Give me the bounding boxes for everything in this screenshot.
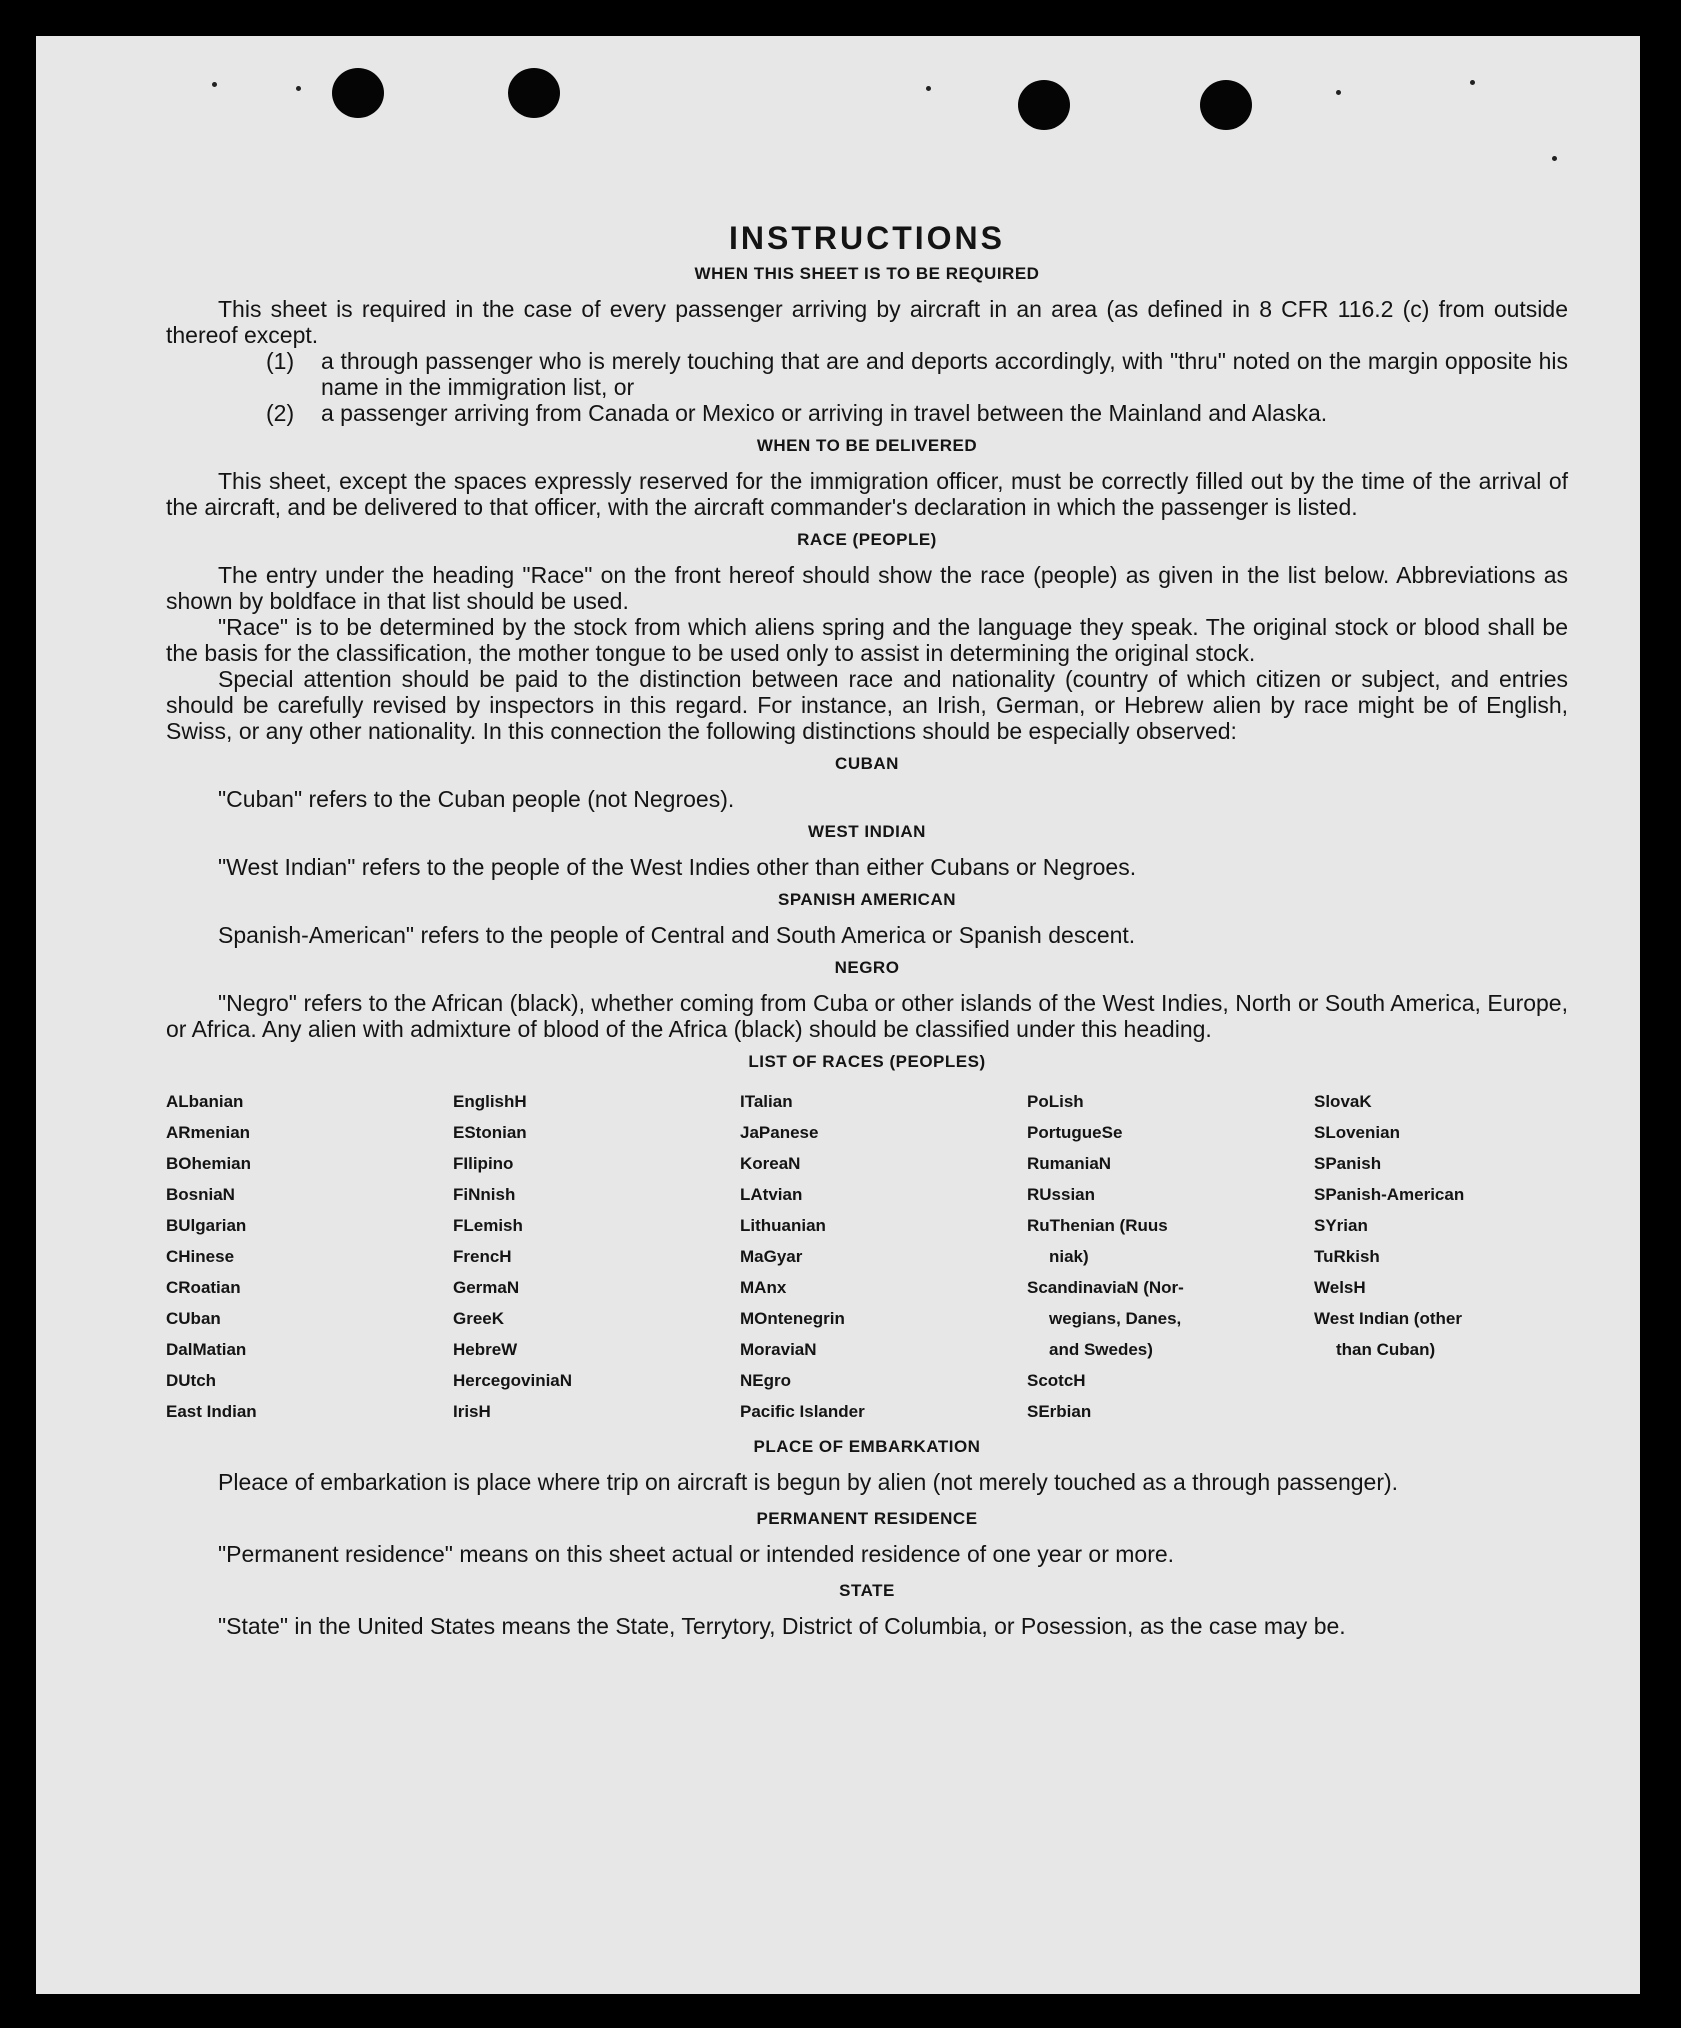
race-entry: RuThenian (Ruus [1027,1216,1168,1235]
race-entry: BOhemian [166,1154,252,1173]
item-number: (1) [266,348,295,374]
race-entry: MOntenegrin [740,1309,845,1328]
heading-west-indian: WEST INDIAN [808,822,926,841]
race-entry: DUtch [166,1371,217,1390]
race-entry: CHinese [166,1247,235,1266]
race-entry: SErbian [1027,1402,1092,1421]
list-item [166,400,1568,426]
para-spanish-american: Spanish-American" refers to the people of Central and South America or Spanish descent. [218,922,1136,948]
heading-race: RACE (PEOPLE) [797,530,937,549]
punch-hole [1200,80,1252,130]
heading-embarkation: PLACE OF EMBARKATION [753,1437,981,1456]
heading-negro: NEGRO [834,958,900,977]
race-entry: LAtvian [740,1185,803,1204]
race-entry: SYrian [1314,1216,1368,1235]
heading-spanish-american: SPANISH AMERICAN [777,890,956,909]
race-entry: ARmenian [166,1123,251,1142]
speck [1336,90,1341,95]
race-entry-continued: niak) [1049,1247,1089,1266]
race-entry: IrisH [453,1402,491,1421]
heading-state: STATE [839,1581,895,1600]
item-text: a through passenger who is merely touching that are and deports accordingly, with "thru" noted on the margin opposite his name in the immigration list, or [321,348,1568,400]
para-delivered: This sheet, except the spaces expressly reserved for the immigration officer, must be correctly filled out by the time of the arrival of the aircraft, and be delivered to that officer, with the aircraft commander's declaration in which the passenger is listed. [166,468,1568,520]
race-entry: NEgro [740,1371,791,1390]
race-entry: HebreW [453,1340,518,1359]
item-text: a passenger arriving from Canada or Mexico or arriving in travel between the Mainland and Alaska. [321,400,1328,426]
race-entry: RUssian [1027,1185,1096,1204]
para-west-indian: "West Indian" refers to the people of the West Indies other than either Cubans or Negroes. [218,854,1137,880]
punch-hole [332,68,384,118]
heading-delivered: WHEN TO BE DELIVERED [756,436,978,455]
para-required: This sheet is required in the case of every passenger arriving by aircraft in an area (as defined in 8 CFR 116.2 (c) from outside thereof except. [166,296,1568,348]
race-entry: GreeK [453,1309,505,1328]
race-entry-continued: than Cuban) [1336,1340,1436,1359]
race-entry: Pacific Islander [740,1402,865,1421]
document-page [36,36,1640,1994]
race-entry: FLemish [453,1216,523,1235]
race-entry: FrencH [453,1247,512,1266]
race-entry-continued: wegians, Danes, [1049,1309,1182,1328]
speck [296,86,301,91]
para-negro: "Negro" refers to the African (black), whether coming from Cuba or other islands of the West Indies, North or South America, Europe, or Africa. Any alien with admixture of blood of the Africa (black) should be classified under this heading. [166,990,1568,1042]
race-entry: East Indian [166,1402,257,1421]
race-entry: TuRkish [1314,1247,1380,1266]
race-entry: SlovaK [1314,1092,1372,1111]
speck [1470,80,1475,85]
punch-hole [508,68,560,118]
race-entry: FiNnish [453,1185,516,1204]
race-entry: ALbanian [166,1092,244,1111]
punch-hole [1018,80,1070,130]
race-entry: BUlgarian [166,1216,247,1235]
race-entry: ITalian [740,1092,793,1111]
race-entry: WelsH [1314,1278,1366,1297]
race-entry: HercegoviniaN [453,1371,573,1390]
race-entry: FIlipino [453,1154,514,1173]
heading-cuban: CUBAN [835,754,899,773]
race-entry: PoLish [1027,1092,1084,1111]
race-entry: SPanish-American [1314,1185,1465,1204]
race-entry: PortugueSe [1027,1123,1123,1142]
race-entry: ScandinaviaN (Nor- [1027,1278,1184,1297]
instructions-content [166,220,1568,1639]
para-race-3: Special attention should be paid to the distinction between race and nationality (country of which citizen or subject, and entries should be carefully revised by inspectors in this regard. For instance, an Irish, German, or Hebrew alien by race might be of English, Swiss, or any other nationality. In this connection the following distinctions should be especially observed: [166,666,1568,744]
races-column [1314,1086,1568,1427]
speck [926,86,931,91]
race-entry: Lithuanian [740,1216,826,1235]
race-entry: DalMatian [166,1340,247,1359]
list-item [166,348,1568,400]
race-entry: RumaniaN [1027,1154,1112,1173]
race-entry: GermaN [453,1278,520,1297]
page-title: INSTRUCTIONS [729,220,1005,256]
races-list [166,1086,1568,1427]
race-entry: MoraviaN [740,1340,817,1359]
race-entry: CRoatian [166,1278,241,1297]
heading-list-of-races: LIST OF RACES (PEOPLES) [748,1052,986,1071]
race-entry: JaPanese [740,1123,819,1142]
race-entry: SPanish [1314,1154,1382,1173]
race-entry: CUban [166,1309,221,1328]
race-entry: MAnx [740,1278,787,1297]
race-entry: MaGyar [740,1247,803,1266]
item-number: (2) [266,400,295,426]
races-column [740,1086,1027,1427]
race-entry: EStonian [453,1123,527,1142]
heading-required: WHEN THIS SHEET IS TO BE REQUIRED [694,264,1040,283]
races-column [166,1086,453,1427]
para-cuban: "Cuban" refers to the Cuban people (not Negroes). [218,786,735,812]
para-race-2: "Race" is to be determined by the stock from which aliens spring and the language they speak. The original stock or blood shall be the basis for the classification, the mother tongue to be used only to assist in determining the original stock. [166,614,1568,666]
para-race-1: The entry under the heading "Race" on the front hereof should show the race (people) as given in the list below. Abbreviations as shown by boldface in that list should be used. [166,562,1568,614]
races-column [453,1086,740,1427]
speck [1552,156,1557,161]
race-entry: West Indian (other [1314,1309,1462,1328]
races-column [1027,1086,1314,1427]
race-entry: SLovenian [1314,1123,1400,1142]
race-entry: ScotcH [1027,1371,1086,1390]
para-state: "State" in the United States means the State, Terrytory, District of Columbia, or Posession, as the case may be. [218,1613,1346,1639]
race-entry-continued: and Swedes) [1049,1340,1153,1359]
para-embarkation: Pleace of embarkation is place where trip on aircraft is begun by alien (not merely touched as a through passenger). [218,1469,1399,1495]
speck [212,82,217,87]
race-entry: EnglishH [453,1092,527,1111]
race-entry: KoreaN [740,1154,801,1173]
para-residence: "Permanent residence" means on this sheet actual or intended residence of one year or more. [218,1541,1175,1567]
heading-residence: PERMANENT RESIDENCE [756,1509,978,1528]
race-entry: BosniaN [166,1185,235,1204]
